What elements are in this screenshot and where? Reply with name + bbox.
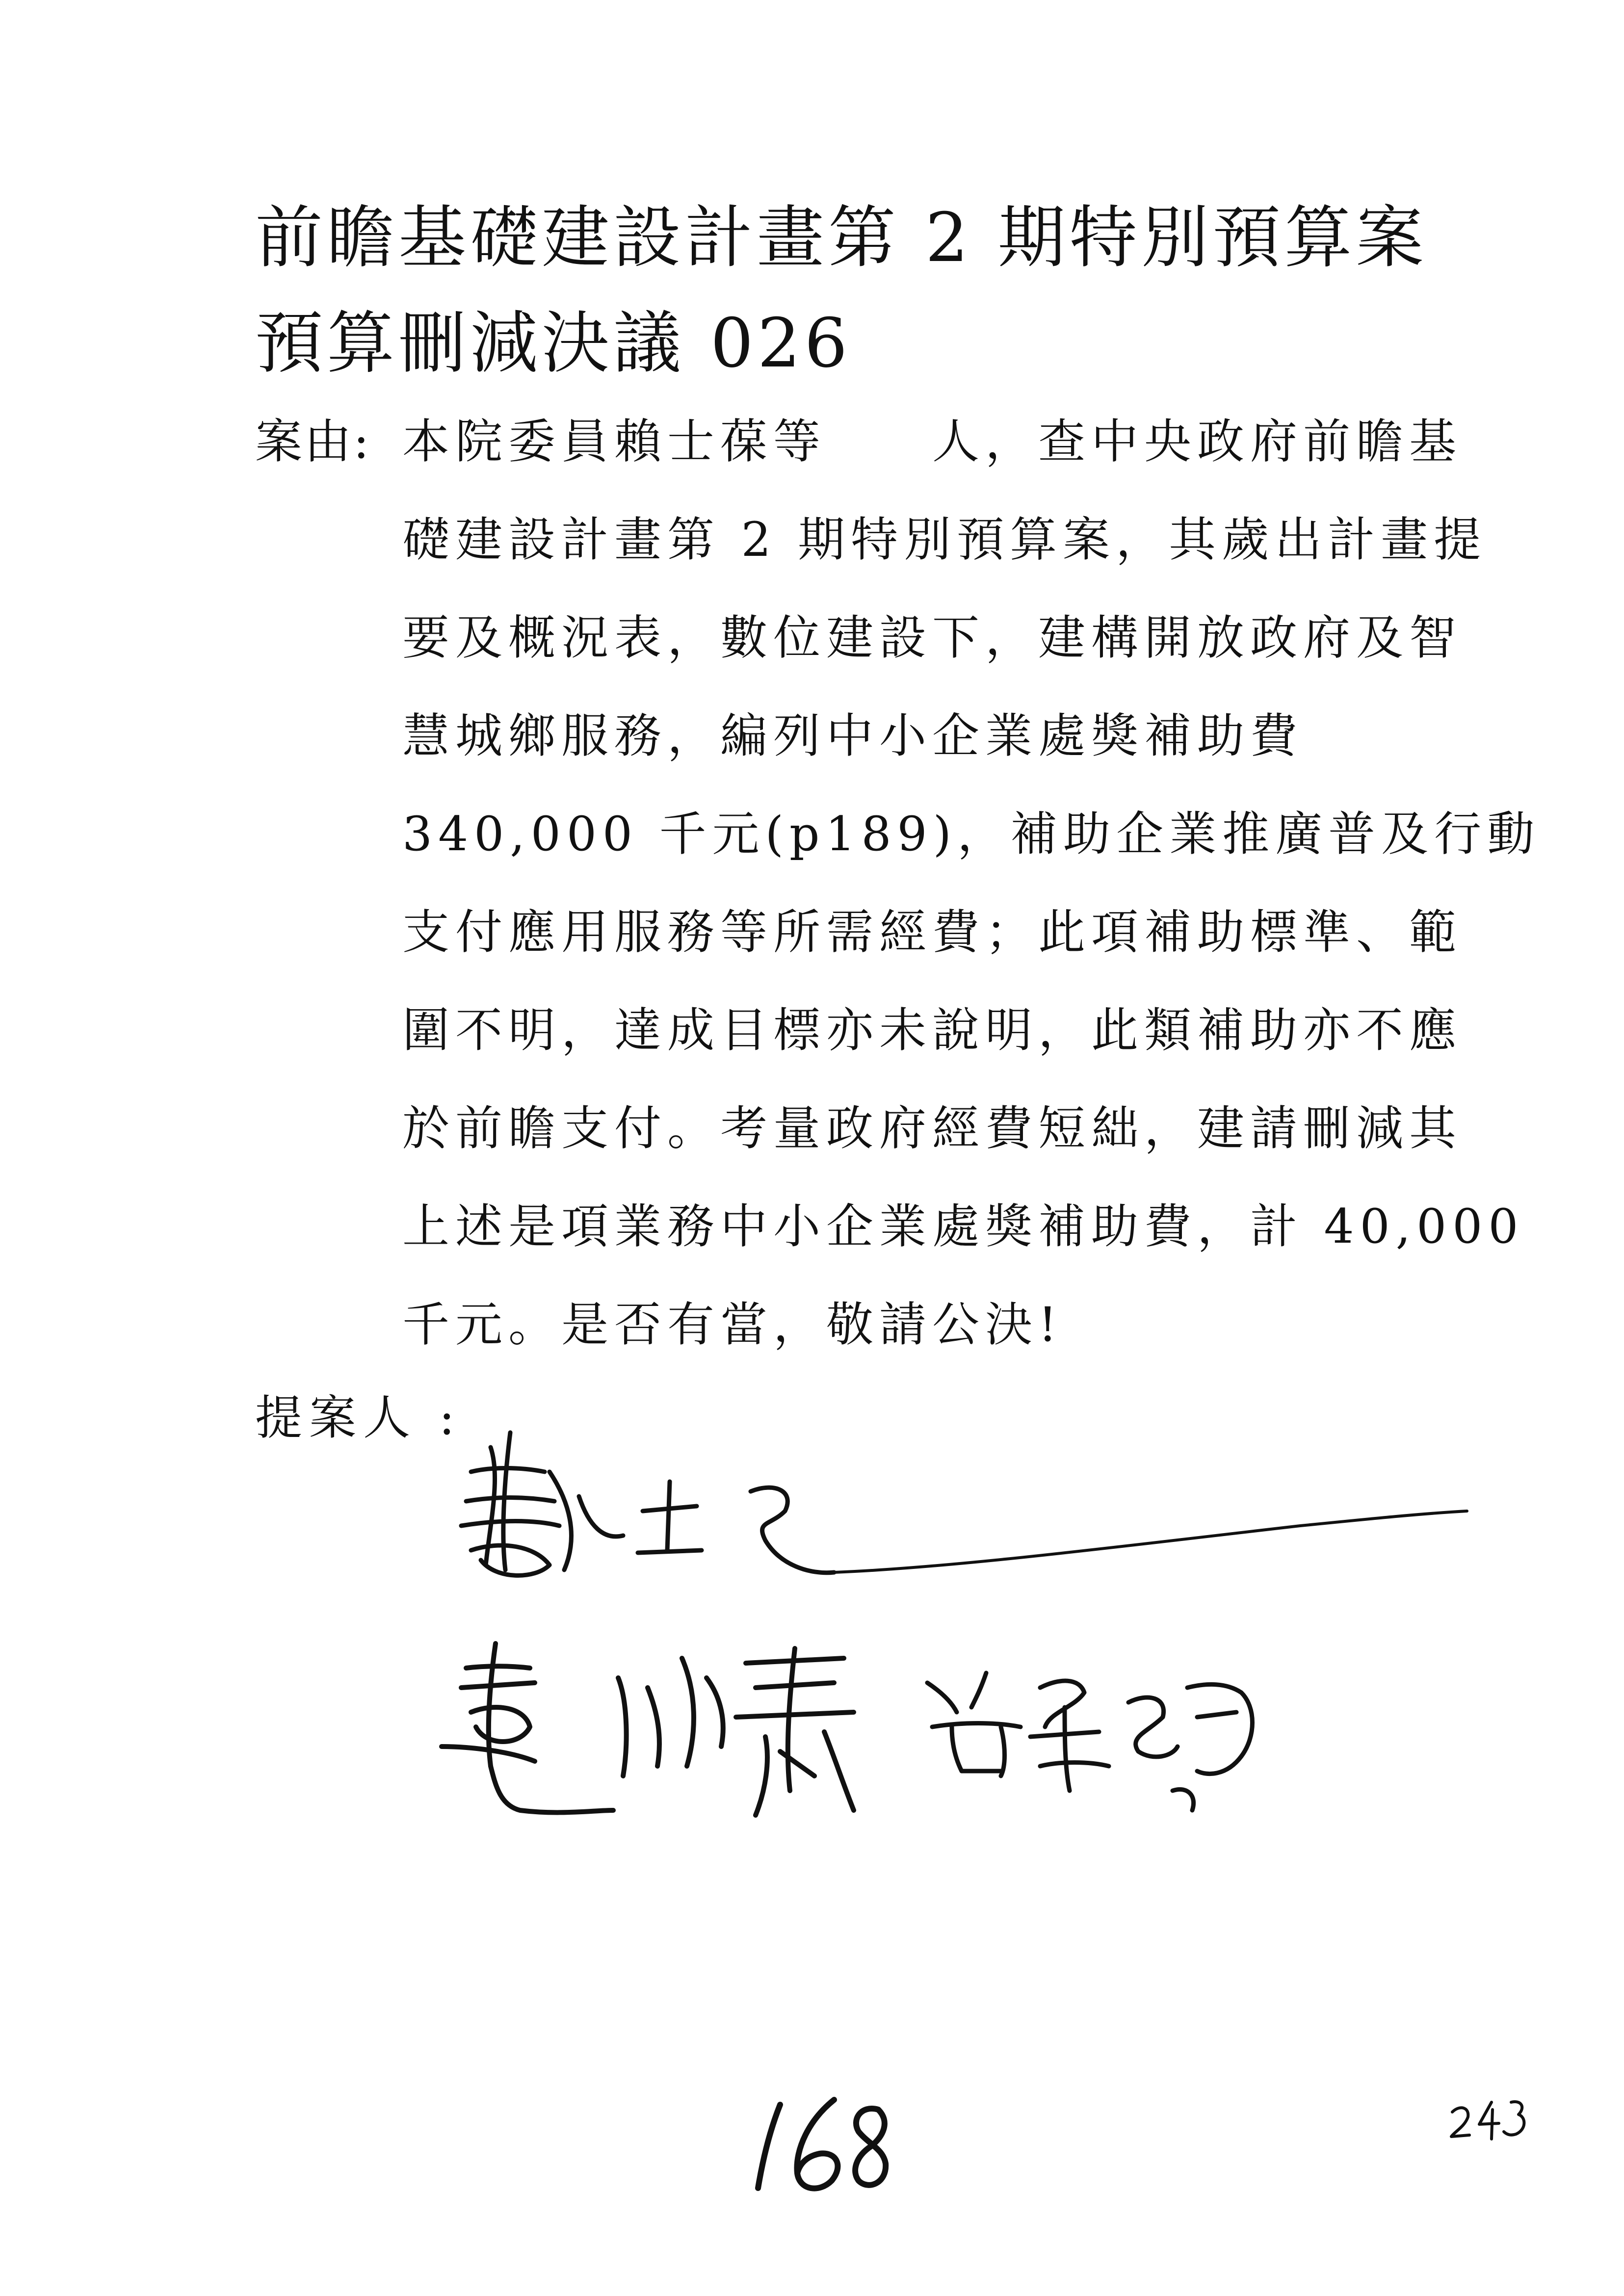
signature-2 [442,1644,854,1815]
reason-line-10: 千元。是否有當，敬請公決! [402,1297,1063,1352]
reason-line-9: 上述是項業務中小企業處獎補助費，計 40,000 [402,1199,1524,1254]
corner-number-handwritten [1451,2102,1524,2139]
reason-line-3: 要及概況表，數位建設下，建構開放政府及智 [402,610,1462,665]
page-number-handwritten [758,2100,886,2189]
document-title-line-1: 前瞻基礎建設計畫第 2 期特別預算案 [255,198,1428,277]
reason-line-7: 圍不明，達成目標亦未說明，此類補助亦不應 [402,1003,1462,1058]
signature-1 [461,1433,1467,1575]
reason-line-8: 於前瞻支付。考量政府經費短絀，建請刪減其 [402,1101,1462,1156]
reason-label: 案由: [255,414,371,469]
reason-line-1: 本院委員賴士葆等 人，查中央政府前瞻基 [402,414,1462,469]
reason-line-5: 340,000 千元(p189)，補助企業推廣普及行動 [402,807,1541,861]
proposer-label: 提案人 : [255,1390,462,1445]
reason-line-2: 礎建設計畫第 2 期特別預算案，其歲出計畫提 [402,512,1487,567]
reason-line-4: 慧城鄉服務，編列中小企業處獎補助費 [402,708,1303,763]
signature-3 [927,1673,1253,1810]
document-title-line-2: 預算刪減決議 026 [255,304,852,383]
reason-line-6: 支付應用服務等所需經費；此項補助標準、範 [402,905,1462,960]
